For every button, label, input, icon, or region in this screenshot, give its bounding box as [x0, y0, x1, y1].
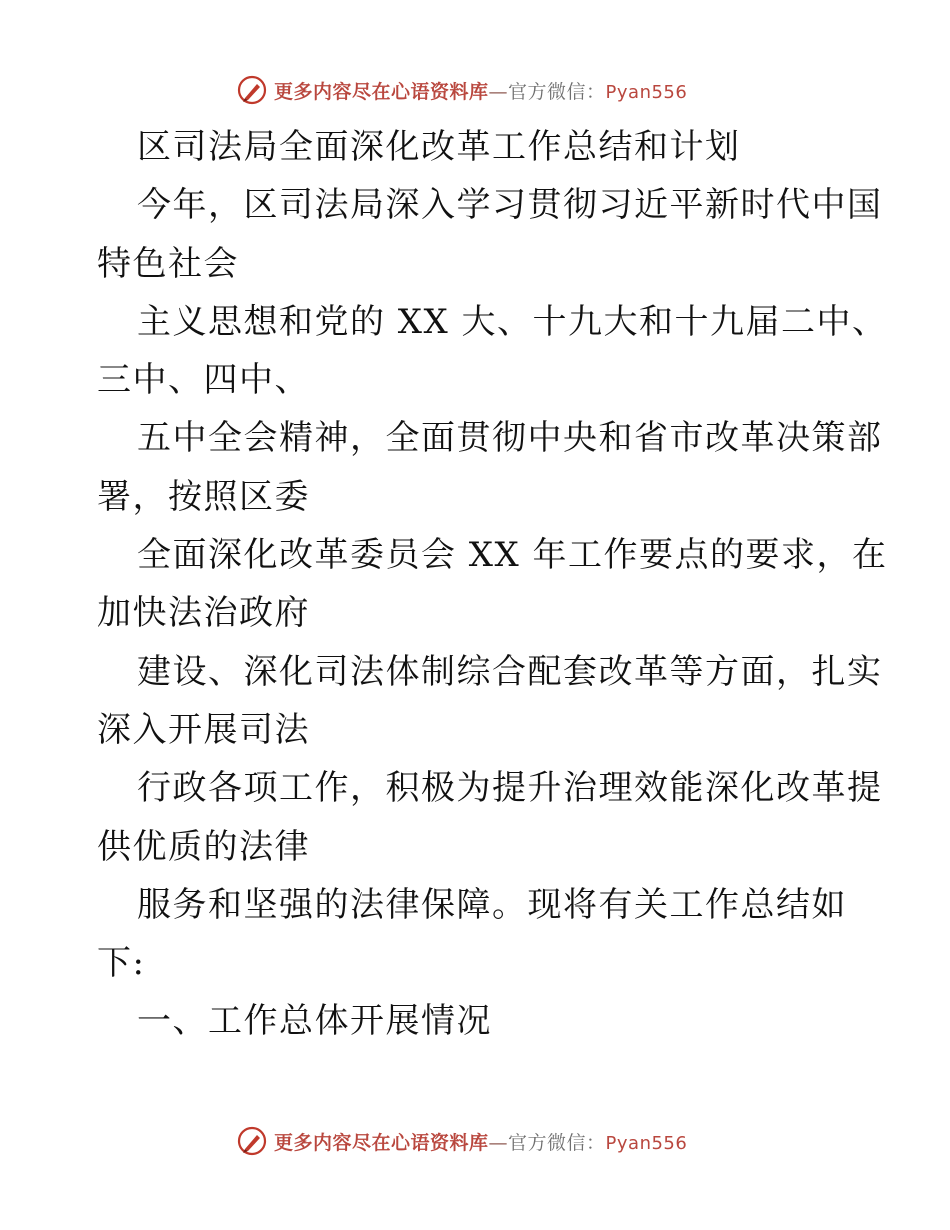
paragraph-line: 服务和坚强的法律保障。现将有关工作总结如 — [137, 884, 847, 925]
paragraph-line: 下: — [97, 943, 146, 984]
paragraph-line: 三中、四中、 — [97, 360, 310, 401]
paragraph-line: 署，按照区委 — [97, 476, 310, 517]
paragraph-line: 特色社会 — [97, 243, 239, 284]
paragraph-line: 深入开展司法 — [97, 709, 310, 750]
paragraph-line: 主义思想和党的 XX 大、十九大和十九届二中、 — [137, 301, 888, 342]
paragraph-line: 供优质的法律 — [97, 826, 310, 867]
paragraph-line: 今年，区司法局深入学习贯彻习近平新时代中国 — [137, 185, 883, 226]
paragraph-line: 五中全会精神，全面贯彻中央和省市改革决策部 — [137, 418, 883, 459]
paragraph-line: 全面深化改革委员会 XX 年工作要点的要求，在 — [137, 535, 888, 576]
pen-logo-icon — [236, 74, 268, 106]
document-body — [97, 118, 888, 1051]
watermark-text: 更多内容尽在心语资料库—官方微信：Pyan556 — [274, 1131, 688, 1154]
document-title: 区司法局全面深化改革工作总结和计划 — [137, 127, 741, 167]
pen-logo-icon — [236, 1125, 268, 1157]
header-watermark — [236, 73, 687, 107]
paragraph-line: 建设、深化司法体制综合配套改革等方面，扎实 — [137, 651, 883, 692]
paragraph-line: 加快法治政府 — [97, 593, 310, 634]
paragraph-line: 行政各项工作，积极为提升治理效能深化改革提 — [137, 768, 883, 809]
watermark-text: 更多内容尽在心语资料库—官方微信：Pyan556 — [274, 80, 688, 103]
footer-watermark — [236, 1124, 687, 1158]
section-heading: 一、工作总体开展情况 — [137, 1001, 492, 1042]
